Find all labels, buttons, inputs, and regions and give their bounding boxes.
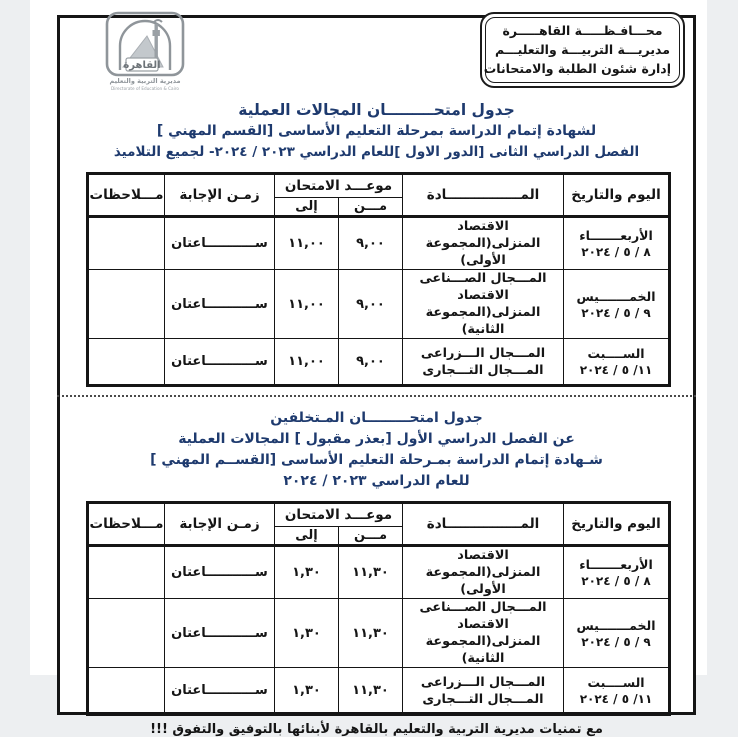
from-time-cell: ٩,٠٠	[339, 270, 403, 339]
subject-line: المـــجال التـــجارى	[422, 362, 544, 378]
day-date-cell	[564, 668, 670, 715]
day-date: ٩ / ٥ / ٢٠٢٤	[581, 634, 651, 649]
table-row	[87, 668, 669, 715]
notes-cell	[87, 339, 164, 386]
col-header-to: إلى	[274, 527, 338, 546]
answer-time-cell: ســـــــــــاعتان	[164, 270, 274, 339]
col-header-from: مـــن	[339, 198, 403, 217]
day-name: الســــبت	[587, 675, 645, 690]
day-date: ١١/ ٥ / ٢٠٢٤	[579, 363, 653, 377]
subject-line: الاقتصاد المنزلى(المجموعة الأولى)	[425, 548, 541, 597]
exam-table-makeup	[86, 501, 671, 716]
document-header	[60, 18, 693, 94]
to-time-cell: ١,٣٠	[274, 599, 338, 668]
col-header-to: إلى	[274, 198, 338, 217]
answer-time-cell: ســـــــــــاعتان	[164, 668, 274, 715]
table-row	[87, 546, 669, 599]
dotted-divider	[57, 395, 696, 397]
subject-line: الاقتصاد المنزلى(المجموعة الثانية)	[425, 617, 541, 666]
subject-line: المـــجال التـــجارى	[422, 691, 544, 707]
subject-line: الاقتصاد المنزلى(المجموعة الأولى)	[425, 219, 541, 268]
day-name: الخمـــــــيس	[576, 617, 656, 633]
makeup-title-line-1: جدول امتحـــــــــان المـتخلفين	[270, 410, 483, 426]
logo-caption-ar: مديرية التربية والتعليم	[109, 77, 181, 85]
directorate-name: مديريـــة التربيـــة والتعليـــم	[494, 42, 670, 57]
col-header-day-date: اليوم والتاريخ	[564, 174, 670, 217]
day-date: ٨ / ٥ / ٢٠٢٤	[581, 574, 651, 588]
makeup-title-line-4: للعام الدراسي ٢٠٢٣ / ٢٠٢٤	[283, 473, 470, 489]
col-header-notes: مـــلاحظات	[87, 503, 164, 546]
day-date-cell	[564, 217, 670, 270]
administration-name: إدارة شئون الطلبة والامتحانات	[483, 61, 671, 76]
col-header-answer-time: زمـن الإجابة	[164, 174, 274, 217]
footer-wishes: مع تمنيات مديرية التربية والتعليم بالقاهرة لأبنائها بالتوفيق والتفوق !!!	[150, 722, 603, 737]
main-title	[60, 100, 693, 163]
subject-cell	[403, 668, 564, 715]
subject-line: المـــجال الصـــناعى	[419, 271, 547, 286]
cairo-education-logo-icon	[90, 10, 200, 96]
col-header-subject: المــــــــــــــــادة	[403, 174, 564, 217]
day-date: ٩ / ٥ / ٢٠٢٤	[581, 305, 651, 320]
subject-cell	[403, 546, 564, 599]
table-row	[87, 217, 669, 270]
day-name: الخمـــــــيس	[576, 288, 656, 304]
to-time-cell: ١١,٠٠	[274, 270, 338, 339]
col-header-notes: مـــلاحظات	[87, 174, 164, 217]
makeup-title-line-3: شـهادة إتمام الدراسة بمـرحلة التعليم الأساسى [القســم المهني ]	[150, 452, 603, 468]
subject-cell	[403, 339, 564, 386]
answer-time-cell: ســـــــــــاعتان	[164, 546, 274, 599]
subject-line: المـــجال الصـــناعى	[419, 600, 547, 615]
governorate-header-box-inner	[485, 17, 680, 83]
answer-time-cell: ســـــــــــاعتان	[164, 339, 274, 386]
answer-time-cell: ســـــــــــاعتان	[164, 217, 274, 270]
answer-time-cell: ســـــــــــاعتان	[164, 599, 274, 668]
day-name: الســــبت	[587, 346, 645, 361]
main-title-line-2: لشهادة إتمام الدراسة بمرحلة التعليم الأساسى [القسم المهني ]	[156, 123, 597, 139]
day-date: ٨ / ٥ / ٢٠٢٤	[581, 245, 651, 259]
document-border-frame	[57, 15, 696, 737]
col-header-from: مـــن	[339, 527, 403, 546]
from-time-cell: ١١,٣٠	[339, 599, 403, 668]
subject-line: المـــجال الـــزراعى	[420, 674, 546, 690]
col-header-answer-time: زمـن الإجابة	[164, 503, 274, 546]
day-date-cell	[564, 599, 670, 668]
governorate-name: محـــافـظـــــة القاهـــــرة	[502, 23, 663, 38]
table-row	[87, 339, 669, 386]
day-date: ١١/ ٥ / ٢٠٢٤	[579, 692, 653, 706]
notes-cell	[87, 270, 164, 339]
to-time-cell: ١١,٠٠	[274, 217, 338, 270]
subject-line: الاقتصاد المنزلى(المجموعة الثانية)	[425, 288, 541, 337]
table-row	[87, 599, 669, 668]
subject-cell	[403, 217, 564, 270]
day-name: الأربعـــــــاء	[579, 557, 653, 572]
logo-cairo-label: القاهرة	[123, 60, 161, 71]
day-date-cell	[564, 546, 670, 599]
exam-table-semester2	[86, 172, 671, 387]
to-time-cell: ١,٣٠	[274, 668, 338, 715]
notes-cell	[87, 546, 164, 599]
from-time-cell: ١١,٣٠	[339, 546, 403, 599]
subject-cell	[403, 270, 564, 339]
to-time-cell: ١١,٠٠	[274, 339, 338, 386]
makeup-exam-title	[60, 408, 693, 492]
makeup-title-line-2: عن الفصل الدراسي الأول [بعذر مقبول ] المجالات العملية	[178, 431, 575, 447]
notes-cell	[87, 217, 164, 270]
day-name: الأربعـــــــاء	[579, 228, 653, 243]
notes-cell	[87, 599, 164, 668]
col-header-exam-time: موعـــد الامتحان	[274, 503, 402, 527]
from-time-cell: ١١,٣٠	[339, 668, 403, 715]
day-date-cell	[564, 339, 670, 386]
main-title-line-1: جدول امتحـــــــــان المجالات العملية	[238, 101, 515, 119]
day-date-cell	[564, 270, 670, 339]
main-title-line-3: الفصل الدراسي الثانى [الدور الاول ]للعام الدراسي ٢٠٢٣ / ٢٠٢٤- لجميع التلاميذ	[113, 144, 640, 160]
col-header-subject: المــــــــــــــــادة	[403, 503, 564, 546]
governorate-header-box	[480, 12, 685, 88]
col-header-exam-time: موعـــد الامتحان	[274, 174, 402, 198]
subject-cell	[403, 599, 564, 668]
notes-cell	[87, 668, 164, 715]
table-row	[87, 270, 669, 339]
col-header-day-date: اليوم والتاريخ	[564, 503, 670, 546]
subject-line: المـــجال الـــزراعى	[420, 345, 546, 361]
from-time-cell: ٩,٠٠	[339, 339, 403, 386]
from-time-cell: ٩,٠٠	[339, 217, 403, 270]
document-page	[30, 0, 707, 737]
to-time-cell: ١,٣٠	[274, 546, 338, 599]
logo-caption-en: Directorate of Education & Cairo	[111, 86, 179, 91]
